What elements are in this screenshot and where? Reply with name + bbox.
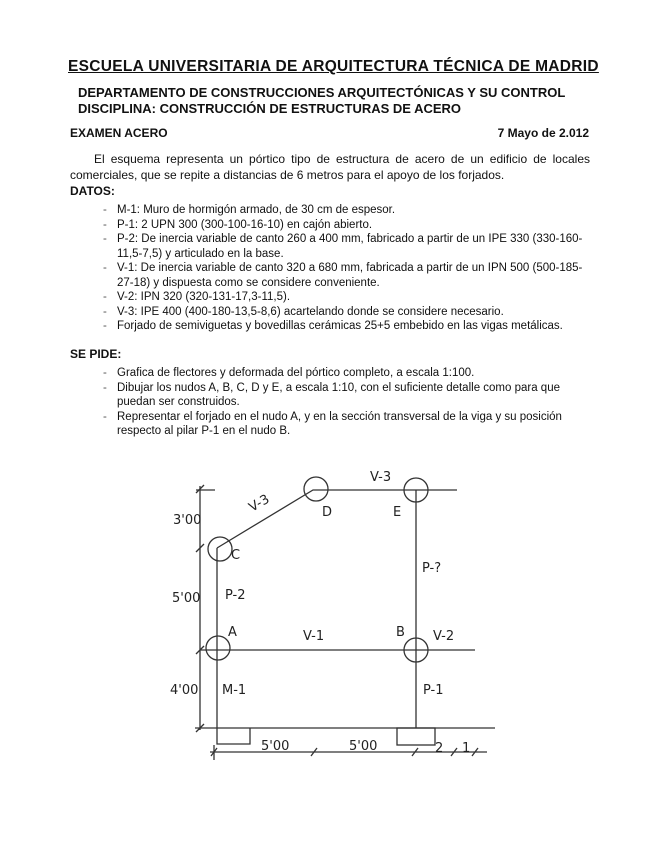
dim-h-bot: 4'00 — [170, 683, 199, 698]
member-v1-label: V-1 — [303, 629, 325, 644]
list-item: - P-1: 2 UPN 300 (300-100-16-10) en cajón abierto. — [103, 218, 598, 233]
member-v3-diag-label: V-3 — [246, 491, 273, 516]
node-e-label: E — [393, 505, 402, 520]
list-item: - V-2: IPN 320 (320-131-17,3-11,5). — [103, 290, 598, 305]
discipline-title: DISCIPLINA: CONSTRUCCIÓN DE ESTRUCTURAS DE ACERO — [78, 101, 462, 116]
list-item: - Grafica de flectores y deformada del pórtico completo, a escala 1:100. — [103, 366, 598, 381]
list-item: - Forjado de semiviguetas y bovedillas cerámicas 25+5 embebido en las vigas metálicas. — [103, 319, 598, 334]
department-title: DEPARTAMENTO DE CONSTRUCCIONES ARQUITECTÓNICAS Y SU CONTROL — [78, 85, 566, 100]
dim-w-left: 5'00 — [261, 739, 290, 754]
member-p1-label: P-1 — [423, 683, 444, 698]
member-v2-label: V-2 — [433, 629, 455, 644]
dim-h-top: 3'00 — [173, 513, 202, 528]
member-p-right-label: P-? — [422, 561, 442, 576]
footing-right — [397, 728, 435, 745]
node-c-circle — [208, 537, 232, 561]
member-v3-top-label: V-3 — [370, 470, 392, 485]
datos-heading: DATOS: — [70, 184, 115, 198]
exam-title: EXAMEN ACERO — [70, 126, 168, 140]
node-a-label: A — [228, 625, 237, 640]
dim-w-2: 2 — [435, 741, 444, 756]
node-b-label: B — [396, 625, 405, 640]
list-item: - Dibujar los nudos A, B, C, D y E, a escala 1:10, con el suficiente detalle como para que puedan ser construidos. — [103, 381, 598, 410]
exam-date: 7 Mayo de 2.012 — [497, 126, 589, 140]
list-item: - M-1: Muro de hormigón armado, de 30 cm de espesor. — [103, 203, 598, 218]
list-item: - Representar el forjado en el nudo A, y en la sección transversal de la viga y su posición respecto al pilar P-1 en el nudo B. — [103, 410, 598, 439]
dim-h-mid: 5'00 — [172, 591, 201, 606]
node-c-label: C — [231, 548, 241, 563]
dim-w-right: 5'00 — [349, 739, 378, 754]
member-m1-label: M-1 — [222, 683, 247, 698]
node-d-label: D — [322, 505, 333, 520]
node-d-circle — [304, 477, 328, 501]
list-item: - V-3: IPE 400 (400-180-13,5-8,6) acartelando donde se considere necesario. — [103, 305, 598, 320]
dim-w-1: 1 — [462, 741, 471, 756]
list-item: - V-1: De inercia variable de canto 320 a 680 mm, fabricada a partir de un IPN 500 (500-185-27-18) y dispuesta como se considere conveniente. — [103, 261, 598, 290]
list-item: - P-2: De inercia variable de canto 260 a 400 mm, fabricado a partir de un IPE 330 (330-160-11,5-7,5) y articulado en la base. — [103, 232, 598, 261]
pide-heading: SE PIDE: — [70, 347, 122, 361]
footing-left — [217, 728, 250, 744]
school-title: ESCUELA UNIVERSITARIA DE ARQUITECTURA TÉCNICA DE MADRID — [68, 58, 599, 75]
intro-paragraph: El esquema representa un pórtico tipo de estructura de acero de un edificio de locales comerciales, que se repite a distancias de 6 metros para el apoyo de los forjados. — [70, 152, 590, 182]
node-a-circle — [206, 636, 230, 660]
member-p2-label: P-2 — [225, 588, 246, 603]
